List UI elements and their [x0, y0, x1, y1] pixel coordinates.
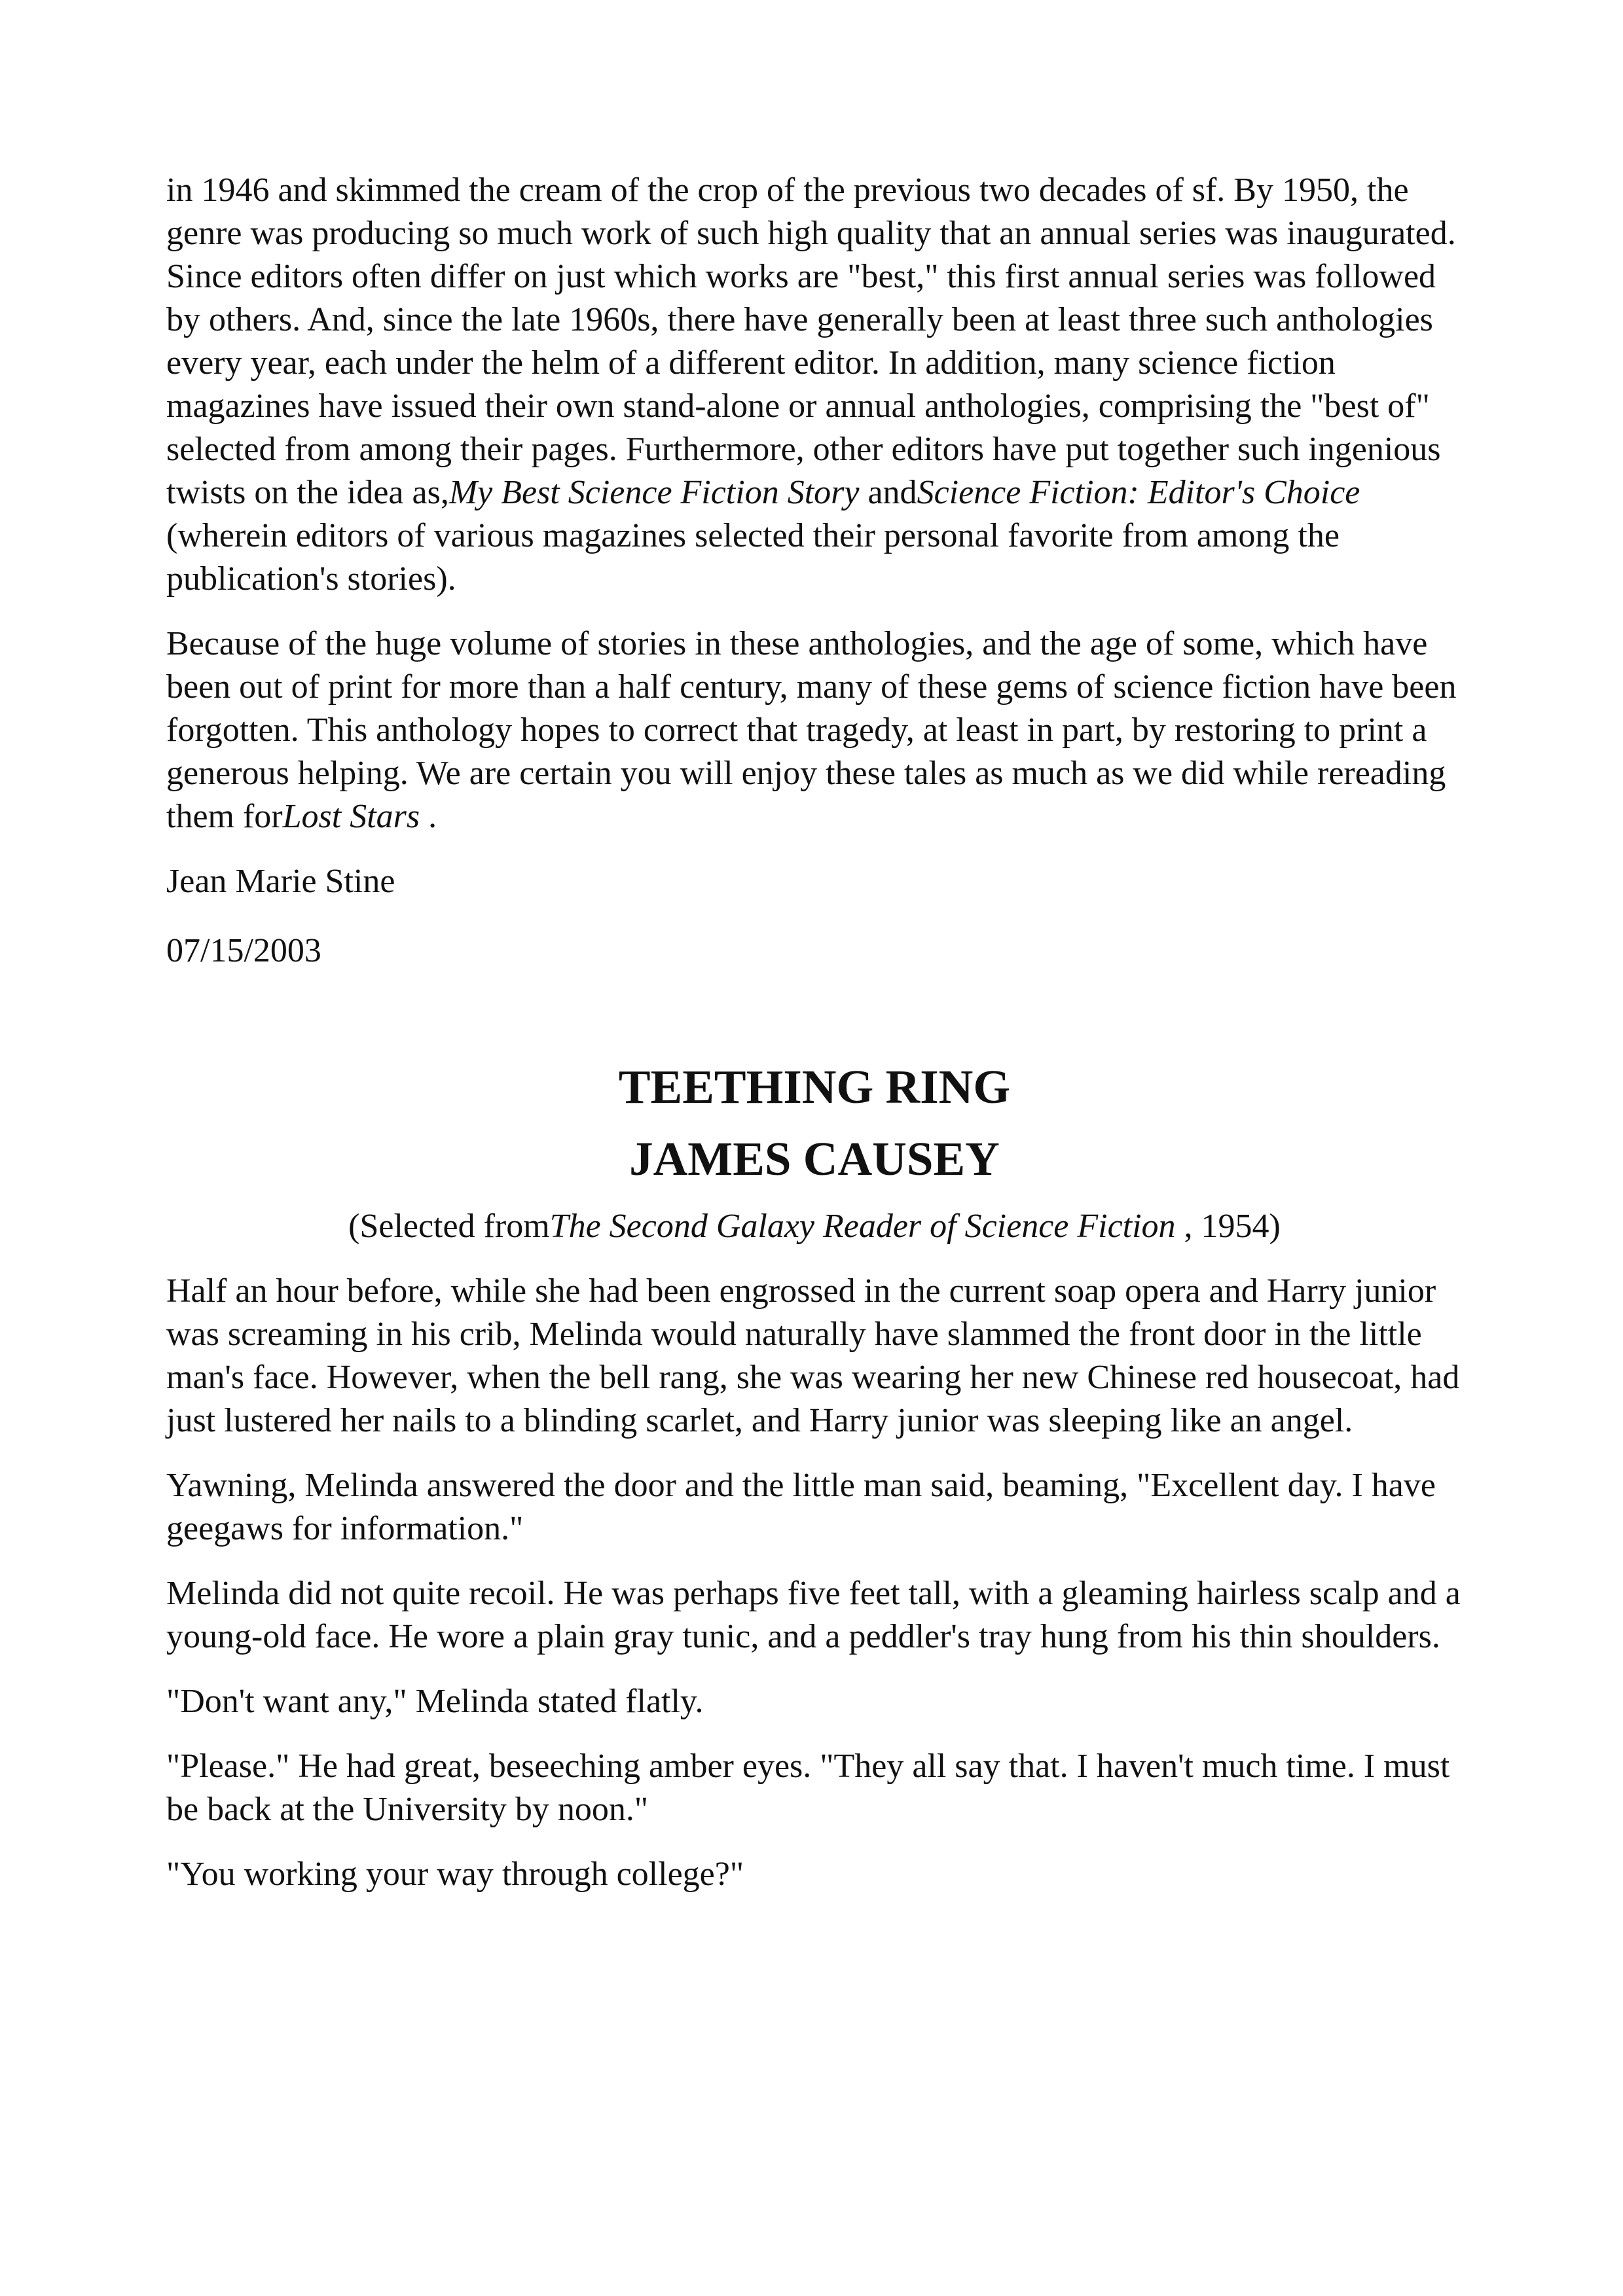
- intro-p1-text-b: and: [859, 474, 917, 511]
- intro-p1-text-a: in 1946 and skimmed the cream of the crop of the previous two decades of sf. By 1950, the genre was producing so much work of such high quality that an annual series was inaugurated. Since editors often differ on just which works are "best," this first annual series was followed by others. And, since the late 1960s, there have generally been at least three such anthologies every year, each under the helm of a different editor. In addition, many science fiction magazines have issued their own stand-alone or annual anthologies, comprising the "best of" selected from among their pages. Furthermore, other editors have put together such ingenious twists on the idea as,: [166, 171, 1456, 511]
- intro-paragraph-1: [166, 169, 1463, 601]
- story-paragraph-5: "Please." He had great, beseeching amber eyes. "They all say that. I haven't much time. I must be back at the University by noon.": [166, 1748, 1450, 1828]
- intro-p2-text-a: Because of the huge volume of stories in these anthologies, and the age of some, which have been out of print for more than a half century, many of these gems of science fiction have been forgotten. This anthology hopes to correct that tragedy, at least in part, by restoring to print a generous helping. We are certain you will enjoy these tales as much as we did while rereading them for: [166, 625, 1457, 835]
- signature: Jean Marie Stine: [166, 863, 395, 900]
- story-header: [166, 1054, 1463, 1248]
- intro-date: 07/15/2003: [166, 932, 321, 969]
- intro-p2-text-b: .: [420, 798, 437, 835]
- book-title-lost-stars: Lost Stars: [282, 798, 420, 835]
- story-paragraph-2: Yawning, Melinda answered the door and the little man said, beaming, "Excellent day. I have geegaws for information.": [166, 1467, 1436, 1547]
- story-paragraph-4: "Don't want any," Melinda stated flatly.: [166, 1683, 704, 1720]
- story-paragraph-3: Melinda did not quite recoil. He was perhaps five feet tall, with a gleaming hairless scalp and a young-old face. He wore a plain gray tunic, and a peddler's tray hung from his thin shoulders.: [166, 1575, 1461, 1655]
- story-paragraph-1: Half an hour before, while she had been engrossed in the current soap opera and Harry junior was screaming in his crib, Melinda would naturally have slammed the front door in the little man's face. However, when the bell rang, she was wearing her new Chinese red housecoat, had just lustered her nails to a blinding scarlet, and Harry junior was sleeping like an angel.: [166, 1272, 1460, 1439]
- selection-note-year: , 1954): [1175, 1208, 1281, 1245]
- book-title-my-best: My Best Science Fiction Story: [448, 474, 860, 511]
- story-author: JAMES CAUSEY: [629, 1132, 1000, 1185]
- intro-p1-text-c: (wherein editors of various magazines selected their personal favorite from among the publication's stories).: [166, 517, 1340, 598]
- document-page: [166, 169, 1463, 1918]
- story-title: TEETHING RING: [618, 1060, 1011, 1113]
- selection-note-prefix: (Selected from: [348, 1208, 550, 1245]
- story-paragraph-6: "You working your way through college?": [166, 1856, 744, 1893]
- book-title-editors-choice: Science Fiction: Editor's Choice: [917, 474, 1360, 511]
- selection-note: [166, 1205, 1463, 1248]
- intro-paragraph-2: [166, 622, 1463, 838]
- source-anthology-title: The Second Galaxy Reader of Science Fiction: [549, 1208, 1176, 1245]
